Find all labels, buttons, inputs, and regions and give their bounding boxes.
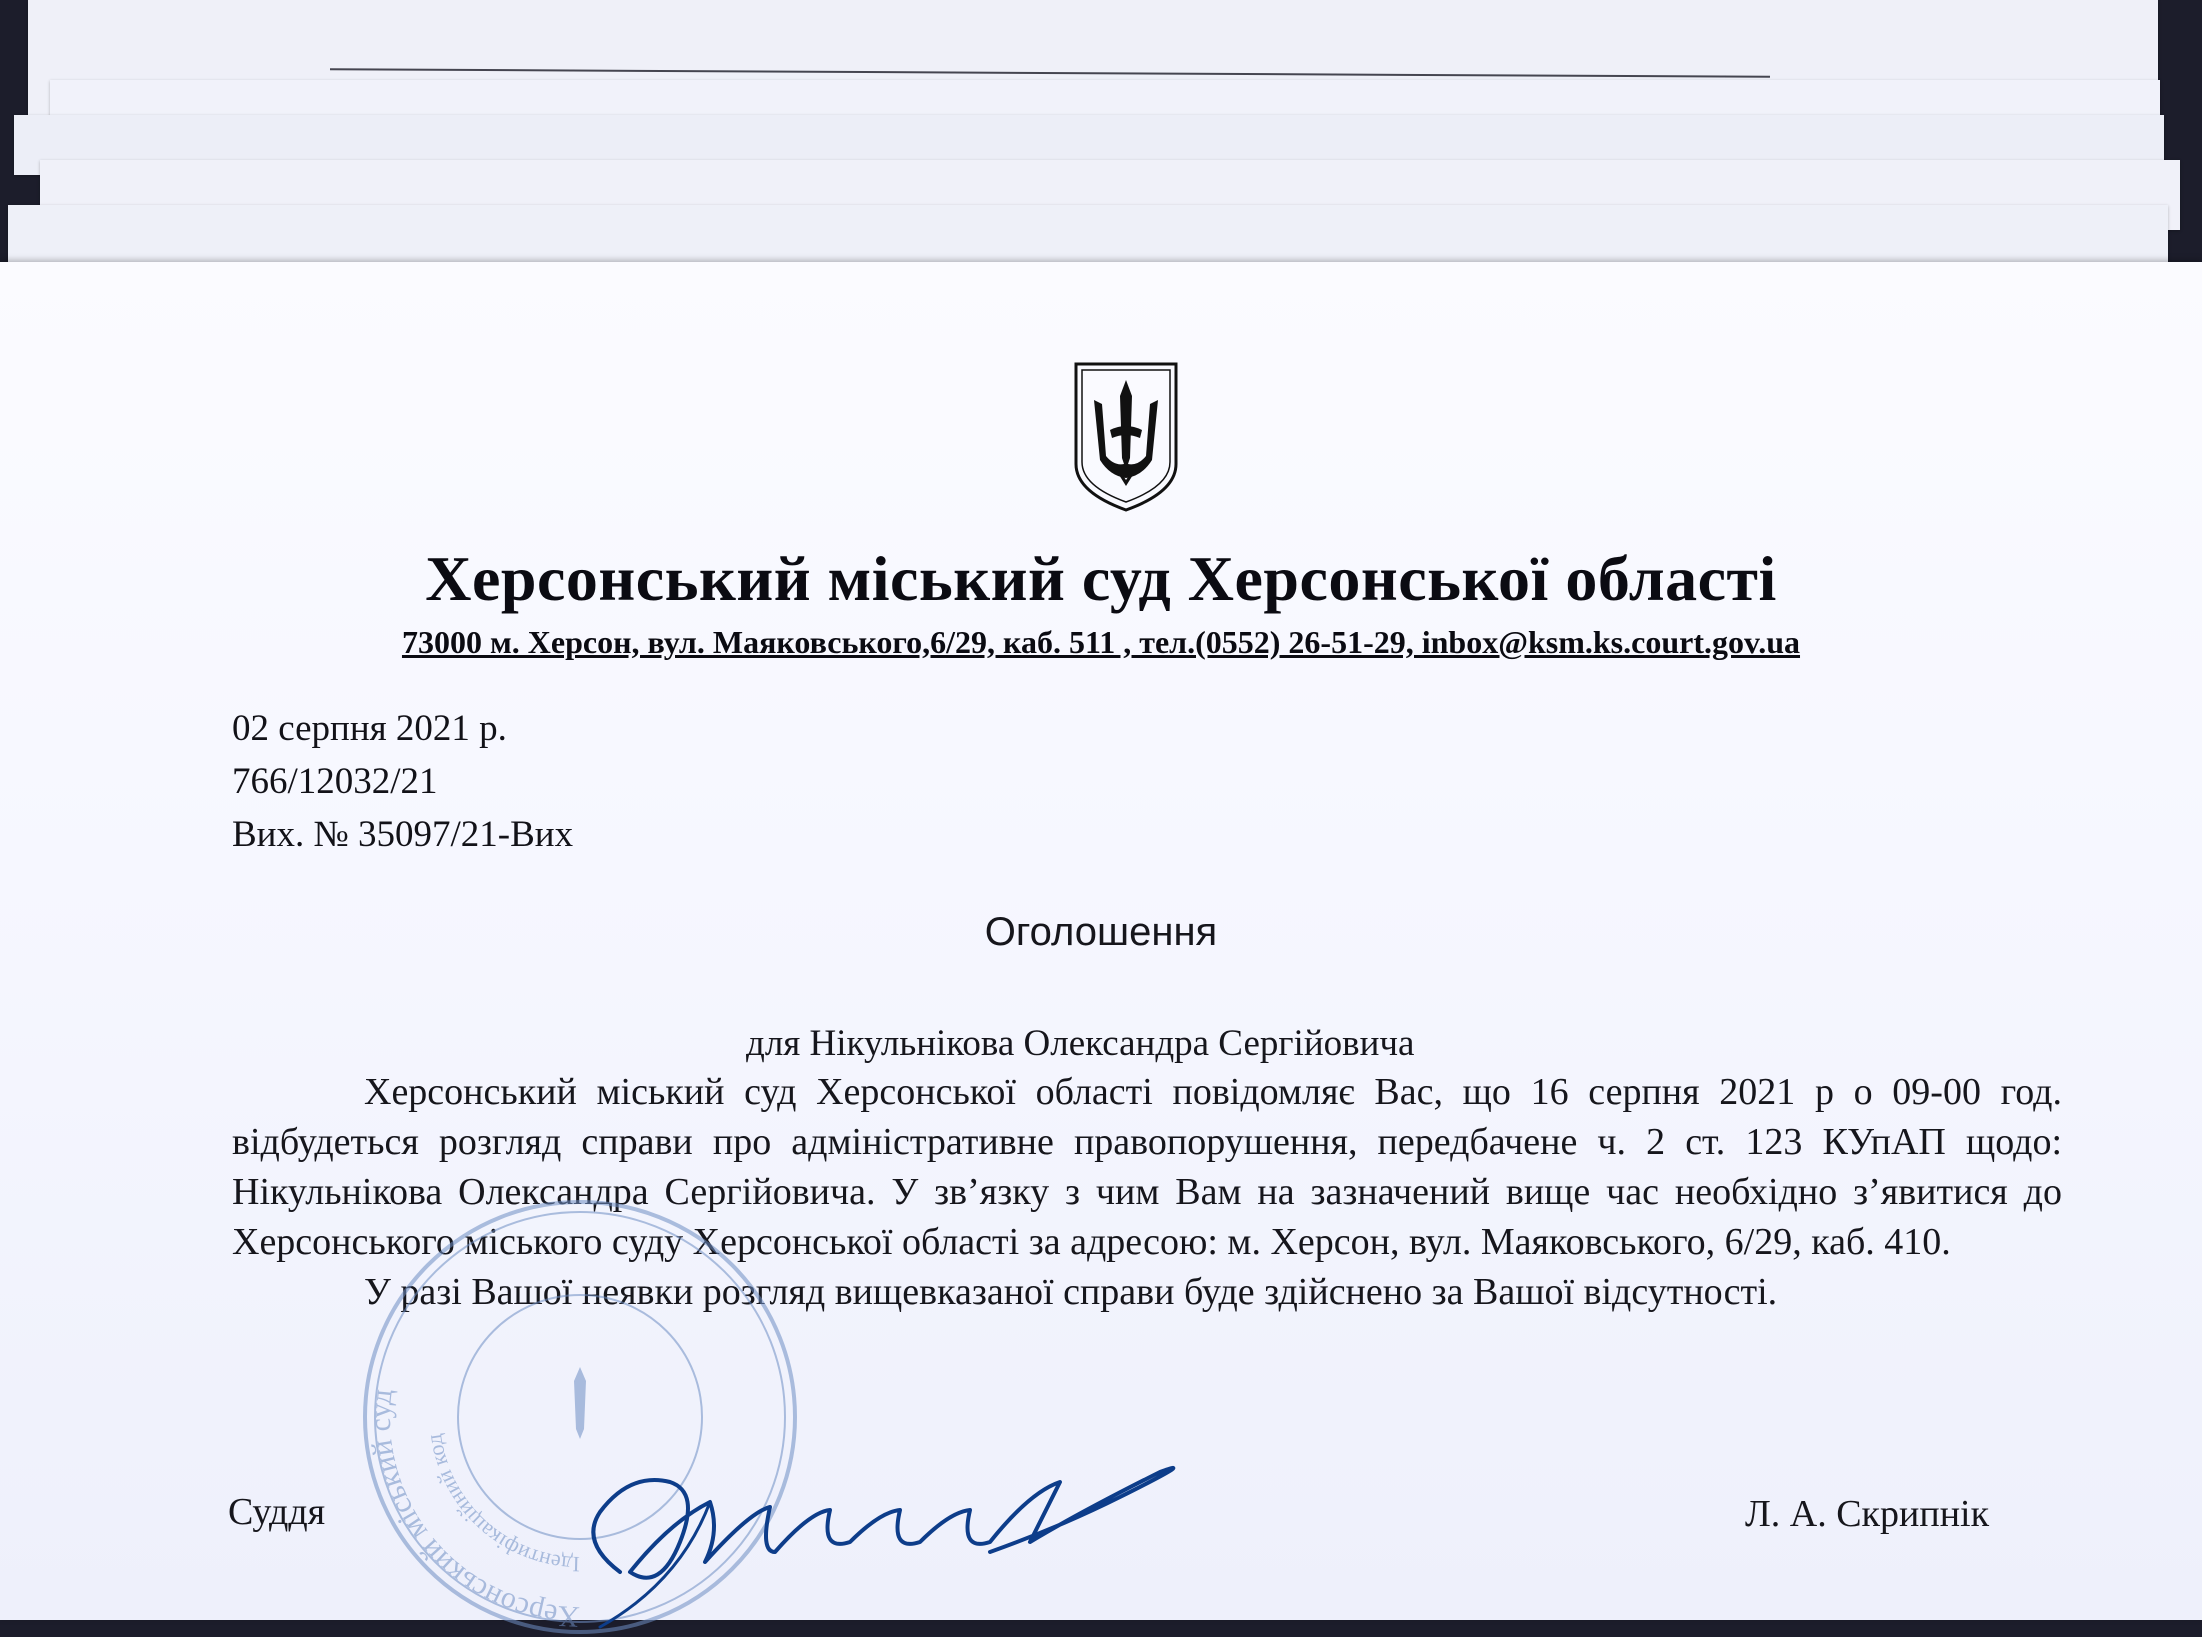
judge-name: Л. А. Скрипнік (1745, 1493, 1990, 1535)
notice-addressee: для Нікульнікова Олександра Сергійовича (746, 1023, 1415, 1064)
trident-coat-of-arms-icon (1070, 360, 1182, 514)
court-notice-page (0, 262, 2202, 1634)
notice-paragraph: Херсонський міський суд Херсонської області повідомляє Вас, що 16 серпня 2021 р о 09-00 год. відбудеться розгляд справи про адміністративне правопорушення, передбачене ч. 2 ст. 123 КУпАП щодо: Нікульнікова Олександра Сергійовича. У зв’язку з чим Вам на зазначений вище час необхідно з’явитися до Херсонського міського суду Херсонської області за адресою: м. Херсон, вул. Маяковського, 6/29, каб. 410. (232, 1071, 2062, 1263)
stamp-text-inner: Ідентифікаційний код (421, 1432, 581, 1578)
judge-signature (560, 1402, 1240, 1632)
case-number: 766/12032/21 (232, 761, 438, 802)
document-meta (232, 702, 573, 861)
notice-heading: Оголошення (984, 910, 1218, 954)
svg-text:Херсонський міський суд (364, 1387, 581, 1633)
stamp-text: Херсонський міський суд (363, 1387, 581, 1634)
court-address-line: 73000 м. Херсон, вул. Маяковського,6/29, каб. 511 , тел.(0552) 26-51-29, inbox@ksm.ks.court.gov.ua (401, 624, 1801, 660)
paper-stack-sheet (8, 205, 2168, 265)
document-date: 02 серпня 2021 р. (232, 708, 507, 749)
judge-label: Суддя (228, 1491, 326, 1533)
notice-paragraph: У разі Вашої неявки розгляд вищевказаної справи буде здійснено за Вашої відсутності. (364, 1271, 1778, 1313)
court-name-title: Херсонський міський суд Херсонської області (425, 543, 1777, 614)
outgoing-number: Вих. № 35097/21-Вих (232, 814, 574, 855)
